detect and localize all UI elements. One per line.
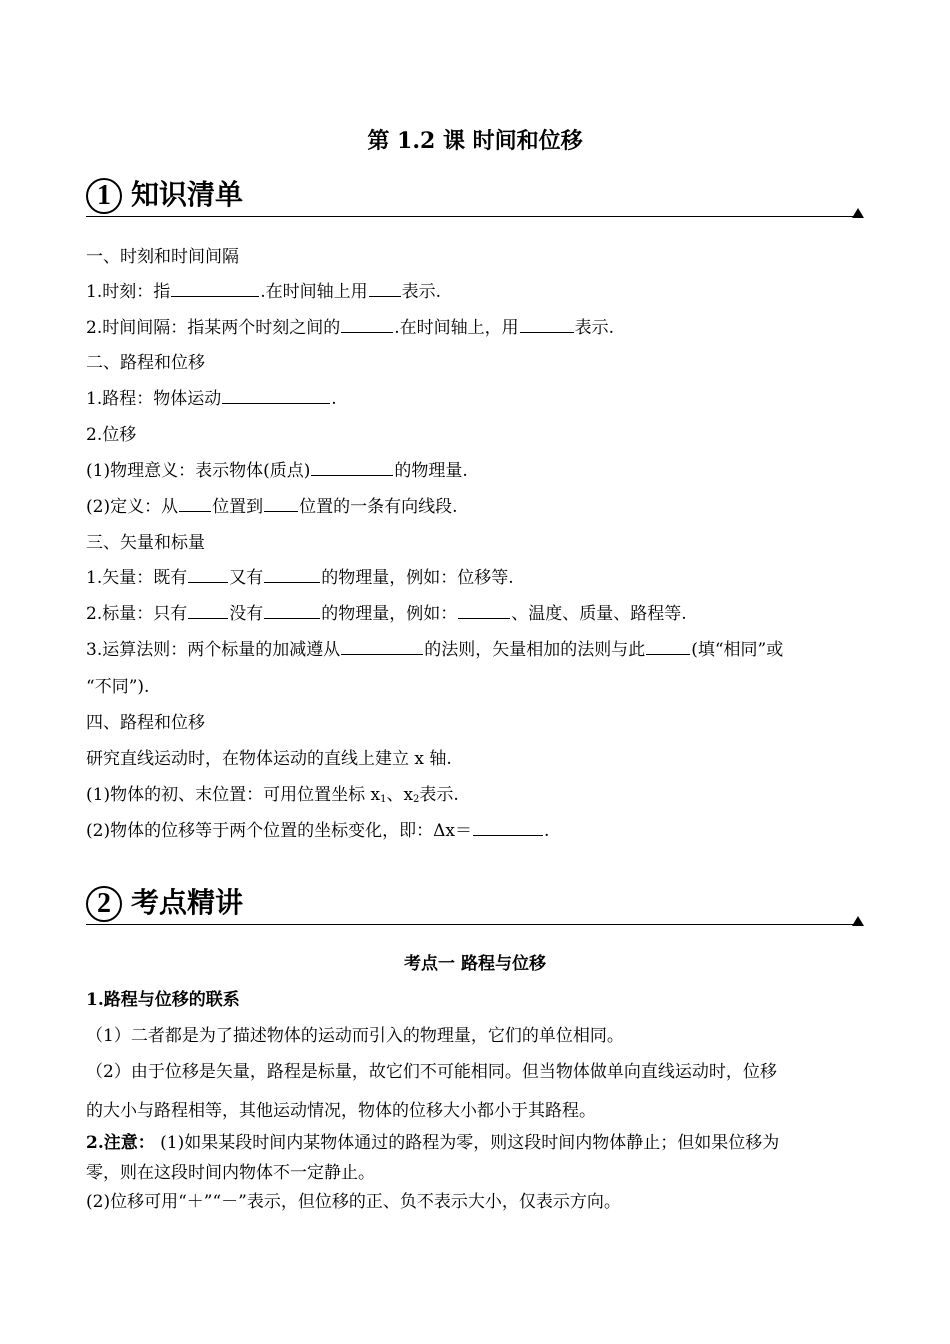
fill-blank[interactable] — [458, 604, 510, 619]
text-fragment: .在时间轴上，用 — [394, 318, 519, 338]
text-fragment: 1.时刻：指 — [86, 282, 171, 302]
text-line — [86, 635, 783, 660]
section-rule — [86, 924, 854, 925]
text-fragment: (2)物体的位移等于两个位置的坐标变化，即：Δx＝ — [86, 821, 472, 841]
heading-line: 一、时刻和时间间隔 — [86, 247, 239, 267]
text-fragment: .在时间轴上用 — [260, 282, 368, 302]
text-fragment: 、温度、质量、路程等. — [511, 604, 687, 624]
text-fragment: 没有 — [229, 604, 264, 624]
text-fragment: 1.矢量：既有 — [86, 568, 188, 588]
text-fragment: 、x — [386, 785, 414, 805]
section-header-exam-points — [86, 884, 864, 924]
subheading: 1.路程与位移的联系 — [86, 990, 240, 1010]
fill-blank[interactable] — [369, 282, 401, 297]
text-line — [86, 816, 549, 841]
text-line — [86, 780, 459, 805]
text-line: 2.位移 — [86, 425, 137, 445]
text-fragment: 位置的一条有向线段. — [299, 497, 458, 517]
fill-blank[interactable] — [264, 497, 298, 512]
text-fragment: 2.时间间隔：指某两个时刻之间的 — [86, 318, 341, 338]
fill-blank[interactable] — [264, 604, 320, 619]
paragraph-line: （1）二者都是为了描述物体的运动而引入的物理量，它们的单位相同。 — [86, 1026, 624, 1046]
text-fragment: 的法则，矢量相加的法则与此 — [424, 640, 646, 660]
text-fragment: 又有 — [229, 568, 264, 588]
fill-blank[interactable] — [222, 389, 330, 404]
fill-blank[interactable] — [341, 318, 393, 333]
subscript: 2 — [413, 794, 420, 805]
fill-blank[interactable] — [188, 604, 228, 619]
text-fragment: (填“相同”或 — [691, 640, 784, 660]
fill-blank[interactable] — [646, 640, 690, 655]
text-line — [86, 563, 514, 588]
note-label: 2.注意： — [86, 1133, 155, 1153]
text-line: “不同”). — [86, 677, 150, 697]
text-fragment: 位置到 — [212, 497, 264, 517]
text-fragment: 1.路程：物体运动 — [86, 389, 222, 409]
text-line — [86, 313, 614, 338]
fill-blank[interactable] — [311, 461, 393, 476]
text-fragment: (1)物体的初、末位置：可用位置坐标 x — [86, 785, 381, 805]
subscript: 1 — [380, 794, 387, 805]
heading-line: 三、矢量和标量 — [86, 533, 205, 553]
text-fragment: 3.运算法则：两个标量的加减遵从 — [86, 640, 341, 660]
text-fragment: 的物理量，例如：位移等. — [321, 568, 514, 588]
text-line — [86, 384, 337, 409]
section-title: 考点精讲 — [131, 886, 244, 919]
text-line — [86, 492, 458, 517]
text-fragment: (2)定义：从 — [86, 497, 179, 517]
heading-line: 四、路程和位移 — [86, 713, 205, 733]
fill-blank[interactable] — [341, 640, 423, 655]
paragraph-line: （2）由于位移是矢量，路程是标量，故它们不可能相同。但当物体做单向直线运动时，位移 — [86, 1062, 777, 1082]
text-fragment: 表示. — [574, 318, 615, 338]
fill-blank[interactable] — [188, 568, 228, 583]
section-header-knowledge — [86, 176, 864, 216]
paragraph-line — [86, 1128, 779, 1153]
fill-blank[interactable] — [264, 568, 320, 583]
text-line — [86, 277, 441, 302]
section-number-badge: 2 — [86, 886, 122, 922]
fill-blank[interactable] — [179, 497, 211, 512]
section-title: 知识清单 — [131, 178, 244, 211]
text-fragment: . — [543, 821, 550, 841]
text-fragment: (1)如果某段时间内某物体通过的路程为零，则这段时间内物体静止；但如果位移为 — [154, 1133, 780, 1153]
text-line — [86, 599, 687, 624]
paragraph-line: (2)位移可用“＋”“－”表示，但位移的正、负不表示大小，仅表示方向。 — [86, 1192, 621, 1212]
paragraph-line: 零，则在这段时间内物体不一定静止。 — [86, 1163, 375, 1183]
text-fragment: . — [331, 389, 337, 409]
fill-blank[interactable] — [171, 282, 259, 297]
text-fragment: (1)物理意义：表示物体(质点) — [86, 461, 311, 481]
text-line — [86, 456, 468, 481]
text-fragment: 表示. — [419, 785, 459, 805]
text-line: 研究直线运动时，在物体运动的直线上建立 x 轴. — [86, 749, 452, 769]
page-title: 第 1.2 课 时间和位移 — [367, 128, 583, 154]
text-fragment: 表示. — [401, 282, 442, 302]
heading-line: 二、路程和位移 — [86, 353, 205, 373]
text-fragment: 的物理量，例如： — [321, 604, 458, 624]
fill-blank[interactable] — [473, 821, 543, 836]
paragraph-line: 的大小与路程相等，其他运动情况，物体的位移大小都小于其路程。 — [86, 1101, 596, 1121]
section-rule — [86, 216, 854, 217]
fill-blank[interactable] — [520, 318, 574, 333]
text-fragment: 的物理量. — [394, 461, 468, 481]
triangle-icon — [852, 916, 864, 926]
exam-point-title: 考点一 路程与位移 — [404, 954, 546, 974]
triangle-icon — [852, 208, 864, 218]
section-number-badge: 1 — [86, 178, 122, 214]
text-fragment: 2.标量：只有 — [86, 604, 188, 624]
